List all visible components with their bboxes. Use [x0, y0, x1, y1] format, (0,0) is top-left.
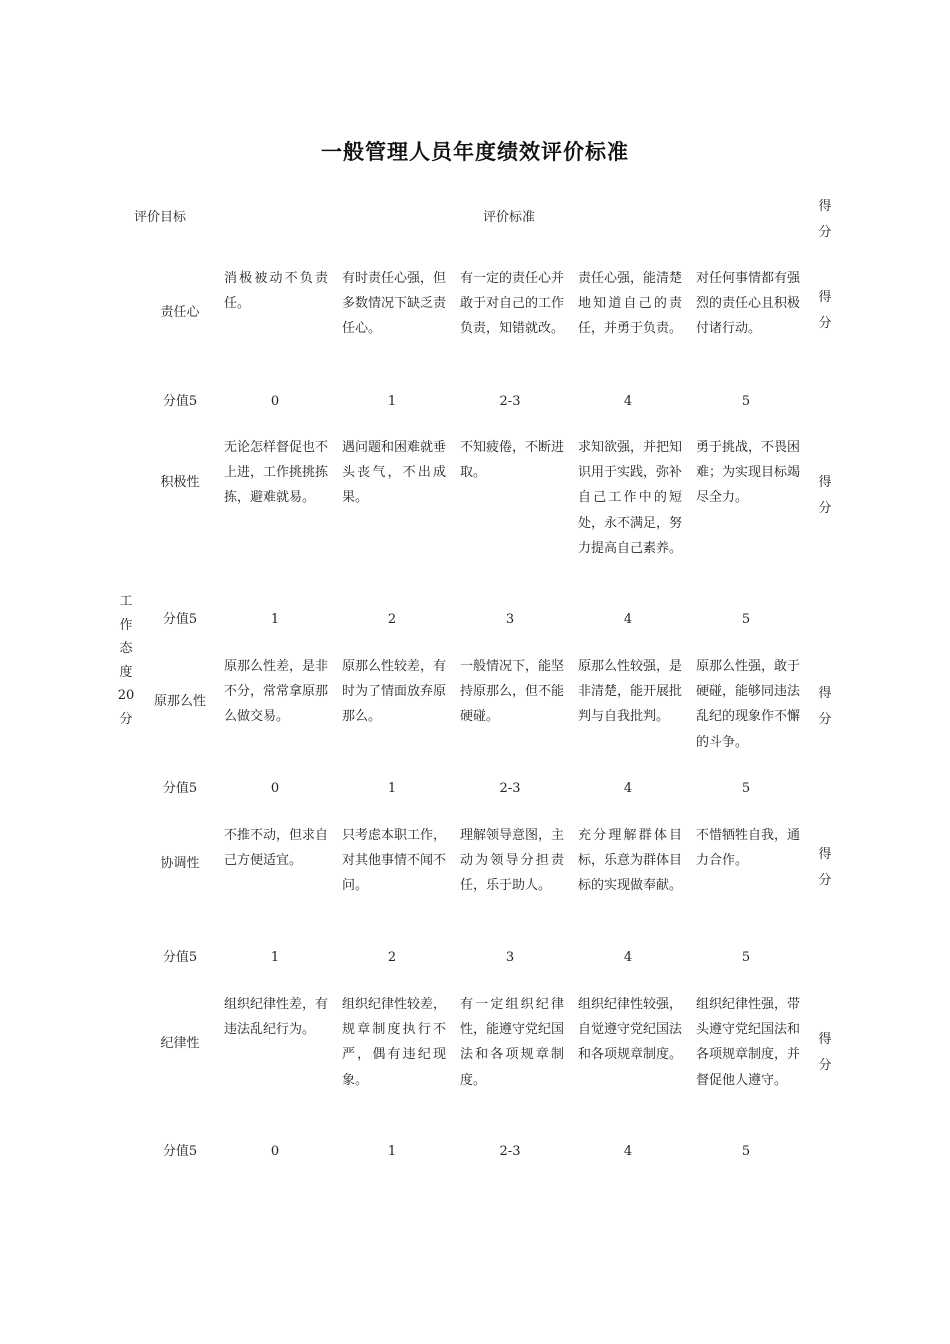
score-cell: 得分: [818, 290, 832, 331]
header-evaluation-standard: 评价标准: [483, 210, 536, 225]
criterion-description: 消极被动不负责任。: [224, 271, 328, 312]
criterion-description: 原那么性较强，是非清楚，能开展批判与自我批判。: [578, 659, 683, 725]
value-label: 分值5: [162, 612, 198, 627]
criterion-description: 对任何事情都有强烈的责任心且积极付诸行动。: [696, 271, 801, 337]
criterion-description: 原那么性较差，有时为了情面放弃原那么。: [342, 659, 447, 725]
page-title: 一般管理人员年度绩效评价标准: [321, 140, 629, 164]
criterion-description: 不知疲倦，不断进取。: [460, 440, 565, 481]
criterion-description: 勇于挑战，不畏困难；为实现目标竭尽全力。: [696, 440, 801, 506]
header-evaluation-goal: 评价目标: [134, 210, 187, 225]
value-cell: 3: [505, 950, 515, 965]
value-cell: 2-3: [499, 394, 521, 409]
criterion-name: 积极性: [160, 475, 200, 490]
value-cell: 4: [623, 612, 633, 627]
criterion-description: 不推不动，但求自己方便适宜。: [224, 828, 329, 869]
criterion-description: 组织纪律性较强，自觉遵守党纪国法和各项规章制度。: [578, 997, 683, 1063]
value-label: 分值5: [162, 394, 198, 409]
criterion-name: 协调性: [160, 856, 200, 871]
criterion-description: 有时责任心强，但多数情况下缺乏责任心。: [342, 271, 447, 337]
value-cell: 1: [270, 612, 280, 627]
value-cell: 1: [270, 950, 280, 965]
score-cell: 得分: [818, 847, 832, 888]
value-cell: 1: [387, 394, 397, 409]
value-cell: 0: [270, 394, 280, 409]
criterion-description: 理解领导意图，主动为领导分担责任，乐于助人。: [460, 828, 565, 894]
criterion-description: 组织纪律性较差，规章制度执行不严，偶有违纪现象。: [342, 997, 447, 1088]
criterion-description: 责任心强，能清楚地知道自己的责任，并勇于负责。: [578, 271, 683, 337]
value-cell: 5: [741, 950, 751, 965]
value-cell: 1: [387, 781, 397, 796]
criterion-name: 原那么性: [153, 694, 206, 709]
value-cell: 4: [623, 950, 633, 965]
criterion-description: 只考虑本职工作，对其他事情不闻不问。: [342, 828, 447, 894]
criterion-description: 遇问题和困难就垂头丧气，不出成果。: [342, 440, 447, 506]
value-cell: 3: [505, 612, 515, 627]
value-cell: 1: [387, 1144, 397, 1159]
value-cell: 0: [270, 781, 280, 796]
criterion-description: 组织纪律性差，有违法乱纪行为。: [224, 997, 329, 1038]
criterion-description: 有一定组织纪律性，能遵守党纪国法和各项规章制度。: [460, 997, 565, 1088]
criterion-description: 组织纪律性强，带头遵守党纪国法和各项规章制度，并督促他人遵守。: [696, 997, 801, 1088]
value-cell: 2-3: [499, 781, 521, 796]
criterion-name: 纪律性: [160, 1036, 200, 1051]
value-cell: 2-3: [499, 1144, 521, 1159]
criterion-description: 求知欲强，并把知识用于实践，弥补自己工作中的短处，永不满足，努力提高自己素养。: [578, 440, 683, 556]
value-label: 分值5: [162, 1144, 198, 1159]
criterion-description: 原那么性强，敢于硬碰，能够同违法乱纪的现象作不懈的斗争。: [696, 659, 801, 750]
criterion-description: 原那么性差，是非不分，常常拿原那么做交易。: [224, 659, 329, 725]
header-score: 得分: [818, 199, 832, 240]
criterion-description: 无论怎样督促也不上进，工作挑挑拣拣，避难就易。: [224, 440, 329, 506]
criterion-description: 充分理解群体目标，乐意为群体目标的实现做奉献。: [578, 828, 683, 894]
value-cell: 2: [387, 612, 397, 627]
value-cell: 2: [387, 950, 397, 965]
value-cell: 4: [623, 394, 633, 409]
value-cell: 5: [741, 612, 751, 627]
criterion-description: 一般情况下，能坚持原那么，但不能硬碰。: [460, 659, 565, 725]
value-cell: 5: [741, 394, 751, 409]
criterion-description: 不惜牺牲自我，通力合作。: [696, 828, 801, 869]
score-cell: 得分: [818, 475, 832, 516]
score-cell: 得分: [818, 686, 832, 727]
value-cell: 0: [270, 1144, 280, 1159]
value-cell: 4: [623, 1144, 633, 1159]
value-label: 分值5: [162, 781, 198, 796]
category-label: 工作态度20分: [117, 594, 135, 727]
value-cell: 5: [741, 781, 751, 796]
value-label: 分值5: [162, 950, 198, 965]
value-cell: 5: [741, 1144, 751, 1159]
criterion-description: 有一定的责任心并敢于对自己的工作负责，知错就改。: [460, 271, 565, 337]
score-cell: 得分: [818, 1032, 832, 1073]
criterion-name: 责任心: [160, 305, 200, 320]
value-cell: 4: [623, 781, 633, 796]
